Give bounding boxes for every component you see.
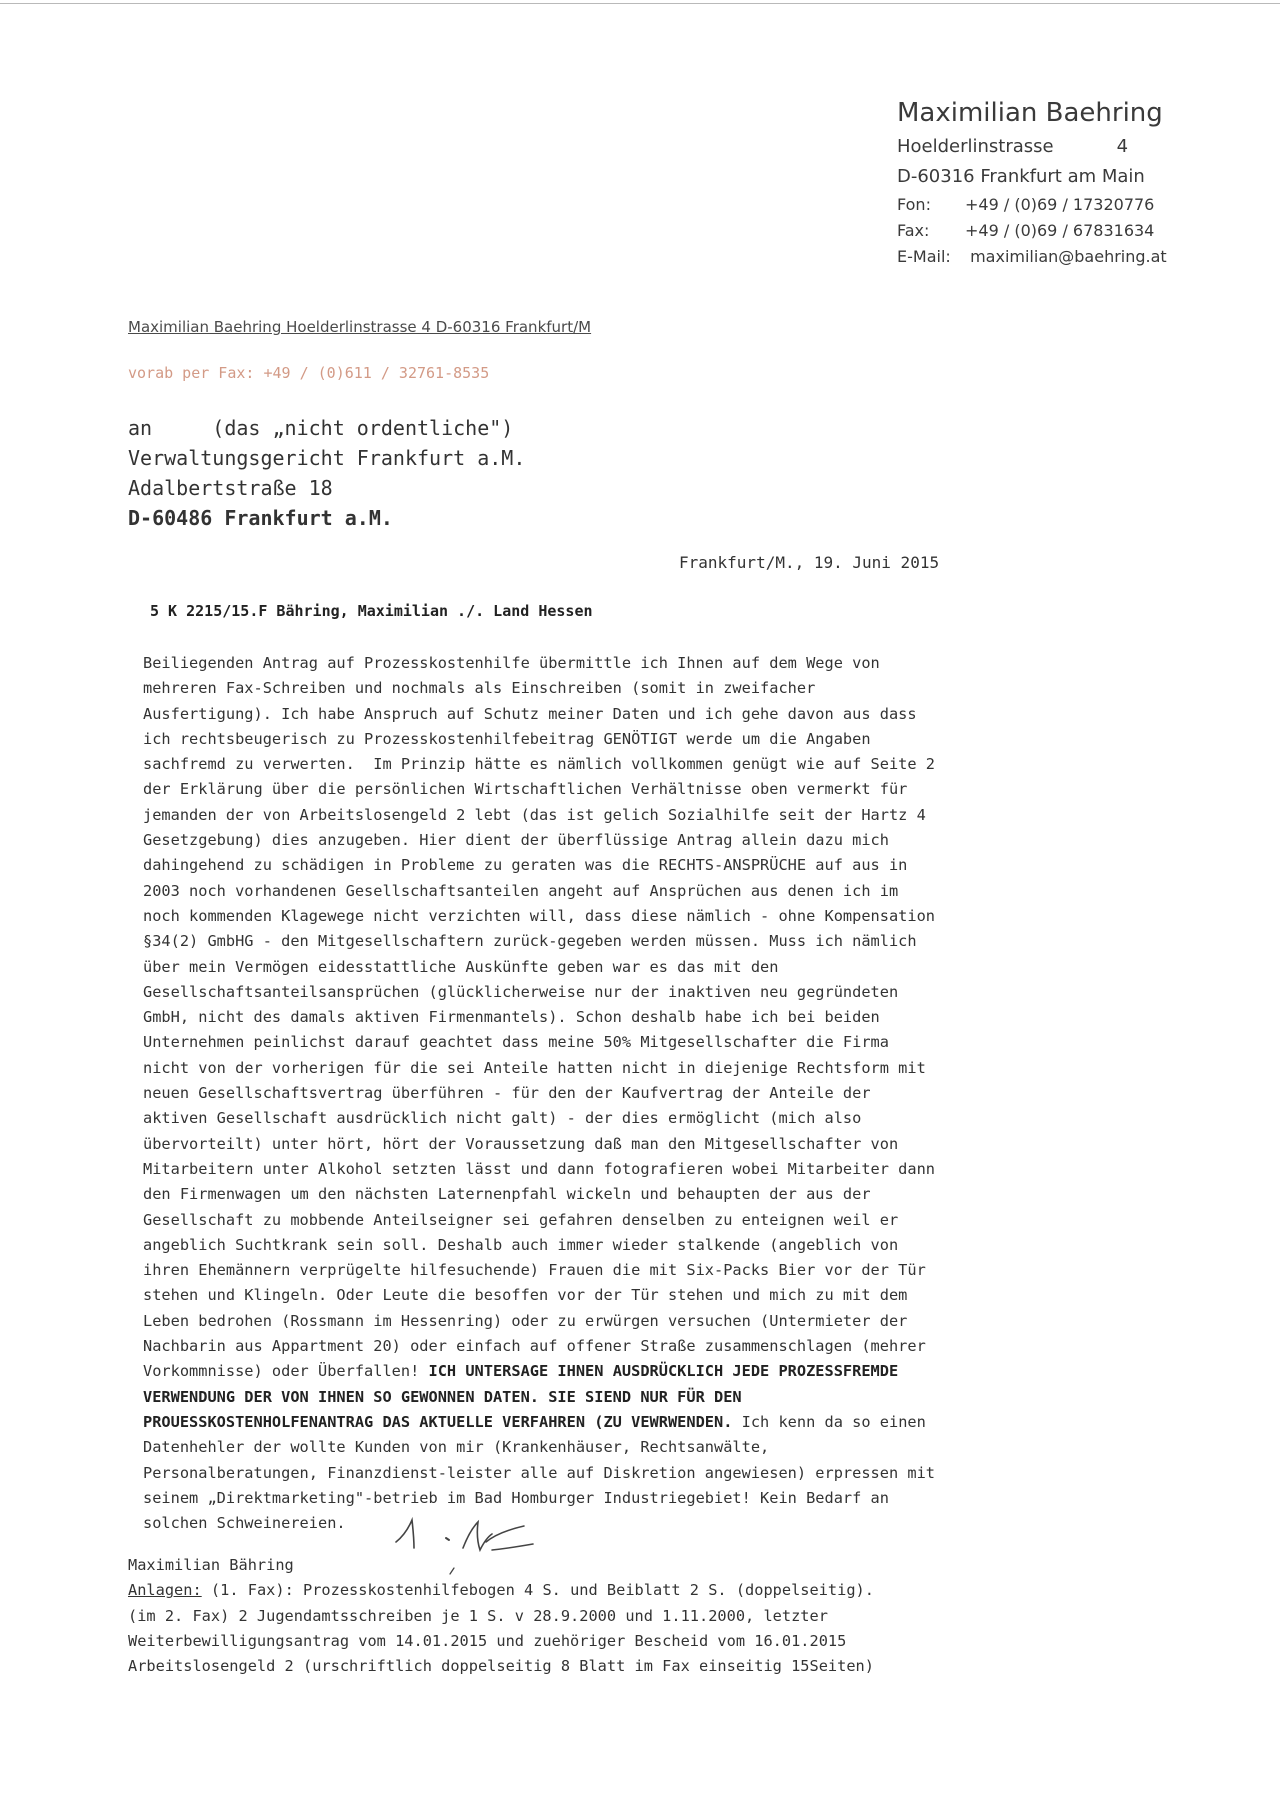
- body-line: [143, 1359, 1153, 1384]
- body-line: Unternehmen peinlichst darauf geachtet dass meine 50% Mitgesellschafter die Firma: [143, 1033, 889, 1052]
- contact-fax: [897, 218, 1277, 244]
- body-line: dahingehend zu schädigen in Probleme zu geraten was die RECHTS-ANSPRÜCHE auf aus in: [143, 856, 908, 875]
- top-rule: [0, 3, 1280, 4]
- body-line: den Firmenwagen um den nächsten Laternenpfahl wickeln und behaupten der aus der: [143, 1185, 871, 1204]
- body-line: Datenhehler der wollte Kunden von mir (Krankenhäuser, Rechtsanwälte,: [143, 1438, 770, 1457]
- body-line: GmbH, nicht des damals aktiven Firmenmantels). Schon deshalb habe ich bei beiden: [143, 1008, 880, 1027]
- body-line: solchen Schweinereien.: [143, 1514, 346, 1533]
- body-emphasis: ICH UNTERSAGE IHNEN AUSDRÜCKLICH JEDE PROZESSFREMDE: [428, 1362, 899, 1381]
- attachment-text: (im 2. Fax) 2 Jugendamtsschreiben je 1 S. v 28.9.2000 und 1.11.2000, letzter: [128, 1606, 828, 1625]
- body-line: Nachbarin aus Appartment 20) oder einfach auf offener Straße zusammenschlagen (mehrer: [143, 1337, 926, 1356]
- attachment-text: (1. Fax): Prozesskostenhilfebogen 4 S. und Beiblatt 2 S. (doppelseitig).: [201, 1581, 874, 1600]
- fax-note: vorab per Fax: +49 / (0)611 / 32761-8535: [128, 364, 490, 382]
- attachment-text: Weiterbewilligungsantrag vom 14.01.2015 und zuehöriger Bescheid vom 16.01.2015: [128, 1631, 847, 1650]
- attachments-line: [128, 1578, 874, 1603]
- recipient-line: D-60486 Frankfurt a.M.: [128, 506, 393, 530]
- body-line: ihren Ehemännern verprügelte hilfesuchende) Frauen die mit Six-Packs Bier vor der Tür: [143, 1261, 926, 1280]
- body-line: Ausfertigung). Ich habe Anspruch auf Schutz meiner Daten und ich gehe davon aus dass: [143, 704, 917, 723]
- body-line: Leben bedrohen (Rossmann im Hessenring) oder zu erwürgen versuchen (Untermieter der: [143, 1311, 908, 1330]
- body-line: Personalberatungen, Finanzdienst-leister alle auf Diskretion angewiesen) erpressen mit: [143, 1463, 936, 1482]
- body-line: Gesetzgebung) dies anzugeben. Hier dient der überflüssige Antrag allein dazu mich: [143, 831, 889, 850]
- contact-fax-value: +49 / (0)69 / 67831634: [965, 221, 1155, 240]
- body-line: §34(2) GmbHG - den Mitgesellschaftern zurück-gegeben werden müssen. Muss ich nämlich: [143, 932, 917, 951]
- recipient-line: an (das „nicht ordentliche"): [128, 416, 514, 440]
- contact-email-label: E-Mail:: [897, 247, 951, 266]
- body-line: jemanden der von Arbeitslosengeld 2 lebt (das ist gelich Sozialhilfe seit der Hartz 4: [143, 805, 926, 824]
- body-line: nicht von der vorherigen für die sei Anteile hatten nicht in diejenige Rechtsform mit: [143, 1058, 926, 1077]
- letter-body: [143, 651, 1153, 1536]
- attachment-text: Arbeitslosengeld 2 (urschriftlich doppelseitig 8 Blatt im Fax einseitig 15Seiten): [128, 1657, 874, 1676]
- contact-fax-label: Fax:: [897, 221, 930, 240]
- letter-date: Frankfurt/M., 19. Juni 2015: [679, 553, 940, 572]
- attachments-label: Anlagen:: [128, 1581, 202, 1600]
- return-address: Maximilian Baehring Hoelderlinstrasse 4 D-60316 Frankfurt/M: [128, 318, 592, 336]
- letterhead: [897, 96, 1277, 270]
- body-line: Mitarbeitern unter Alkohol setzten lässt und dann fotografieren wobei Mitarbeiter dann: [143, 1159, 936, 1178]
- body-line: Beiliegenden Antrag auf Prozesskostenhilfe übermittle ich Ihnen auf dem Wege von: [143, 654, 880, 672]
- contact-phone: [897, 192, 1277, 218]
- body-line: Gesellschaftsanteilsansprüchen (glücklicherweise nur der inaktiven neu gegründeten: [143, 982, 899, 1001]
- sender-street: Hoelderlinstrasse 4: [897, 136, 1129, 157]
- signer-name: Maximilian Bähring: [128, 1556, 294, 1574]
- recipient-line: Verwaltungsgericht Frankfurt a.M.: [128, 446, 526, 470]
- body-emphasis: PROUESSKOSTENHOLFENANTRAG DAS AKTUELLE VERFAHREN (ZU VEWRWENDEN.: [143, 1412, 733, 1431]
- recipient-line: Adalbertstraße 18: [128, 476, 333, 500]
- body-text-segment: Ich kenn da so einen: [732, 1412, 926, 1431]
- body-line: mehreren Fax-Schreiben und nochmals als Einschreiben (somit in zweifacher: [143, 679, 816, 698]
- body-line: Gesellschaft zu mobbende Anteilseigner sei gefahren denselben zu enteignen weil er: [143, 1210, 899, 1229]
- body-line: stehen und Klingeln. Oder Leute die besoffen vor der Tür stehen und mich zu mit dem: [143, 1286, 908, 1305]
- closing-section: [128, 1553, 874, 1679]
- body-line: ich rechtsbeugerisch zu Prozesskostenhilfebeitrag GENÖTIGT werde um die Angaben: [143, 729, 871, 748]
- body-line: neuen Gesellschaftsvertrag überführen - für den der Kaufvertrag der Anteile der: [143, 1084, 871, 1103]
- contact-email: [897, 244, 1277, 270]
- body-text-segment: Vorkommnisse) oder Überfallen!: [143, 1362, 429, 1381]
- body-line: angeblich Suchtkrank sein soll. Deshalb auch immer wieder stalkende (angeblich von: [143, 1235, 899, 1254]
- contact-email-value: maximilian@baehring.at: [965, 247, 1167, 266]
- body-line: noch kommenden Klagewege nicht verzichten will, dass diese nämlich - ohne Kompensation: [143, 906, 936, 925]
- body-line: [143, 1410, 1153, 1435]
- body-line: der Erklärung über die persönlichen Wirtschaftlichen Verhältnisse oben vermerkt für: [143, 780, 908, 799]
- contact-phone-value: +49 / (0)69 / 17320776: [965, 195, 1155, 214]
- body-line: aktiven Gesellschaft ausdrücklich nicht galt) - der dies ermöglicht (mich also: [143, 1109, 862, 1128]
- recipient-address: [128, 413, 525, 533]
- sender-name: Maximilian Baehring: [897, 98, 1163, 128]
- body-emphasis: VERWENDUNG DER VON IHNEN SO GEWONNEN DATEN. SIE SIEND NUR FÜR DEN: [143, 1387, 742, 1406]
- body-line: 2003 noch vorhandenen Gesellschaftsanteilen angeht auf Ansprüchen aus denen ich im: [143, 881, 899, 900]
- sender-city: D-60316 Frankfurt am Main: [897, 166, 1145, 187]
- body-line: über mein Vermögen eidesstattliche Auskünfte geben war es das mit den: [143, 957, 779, 976]
- contact-phone-label: Fon:: [897, 195, 931, 214]
- body-line: übervorteilt) unter hört, hört der Voraussetzung daß man den Mitgesellschafter von: [143, 1134, 899, 1153]
- body-line: seinem „Direktmarketing"-betrieb im Bad Homburger Industriegebiet! Kein Bedarf an: [143, 1488, 889, 1507]
- case-subject: 5 K 2215/15.F Bähring, Maximilian ./. Land Hessen: [150, 602, 593, 620]
- body-line: sachfremd zu verwerten. Im Prinzip hätte es nämlich vollkommen genügt wie auf Seite 2: [143, 755, 936, 774]
